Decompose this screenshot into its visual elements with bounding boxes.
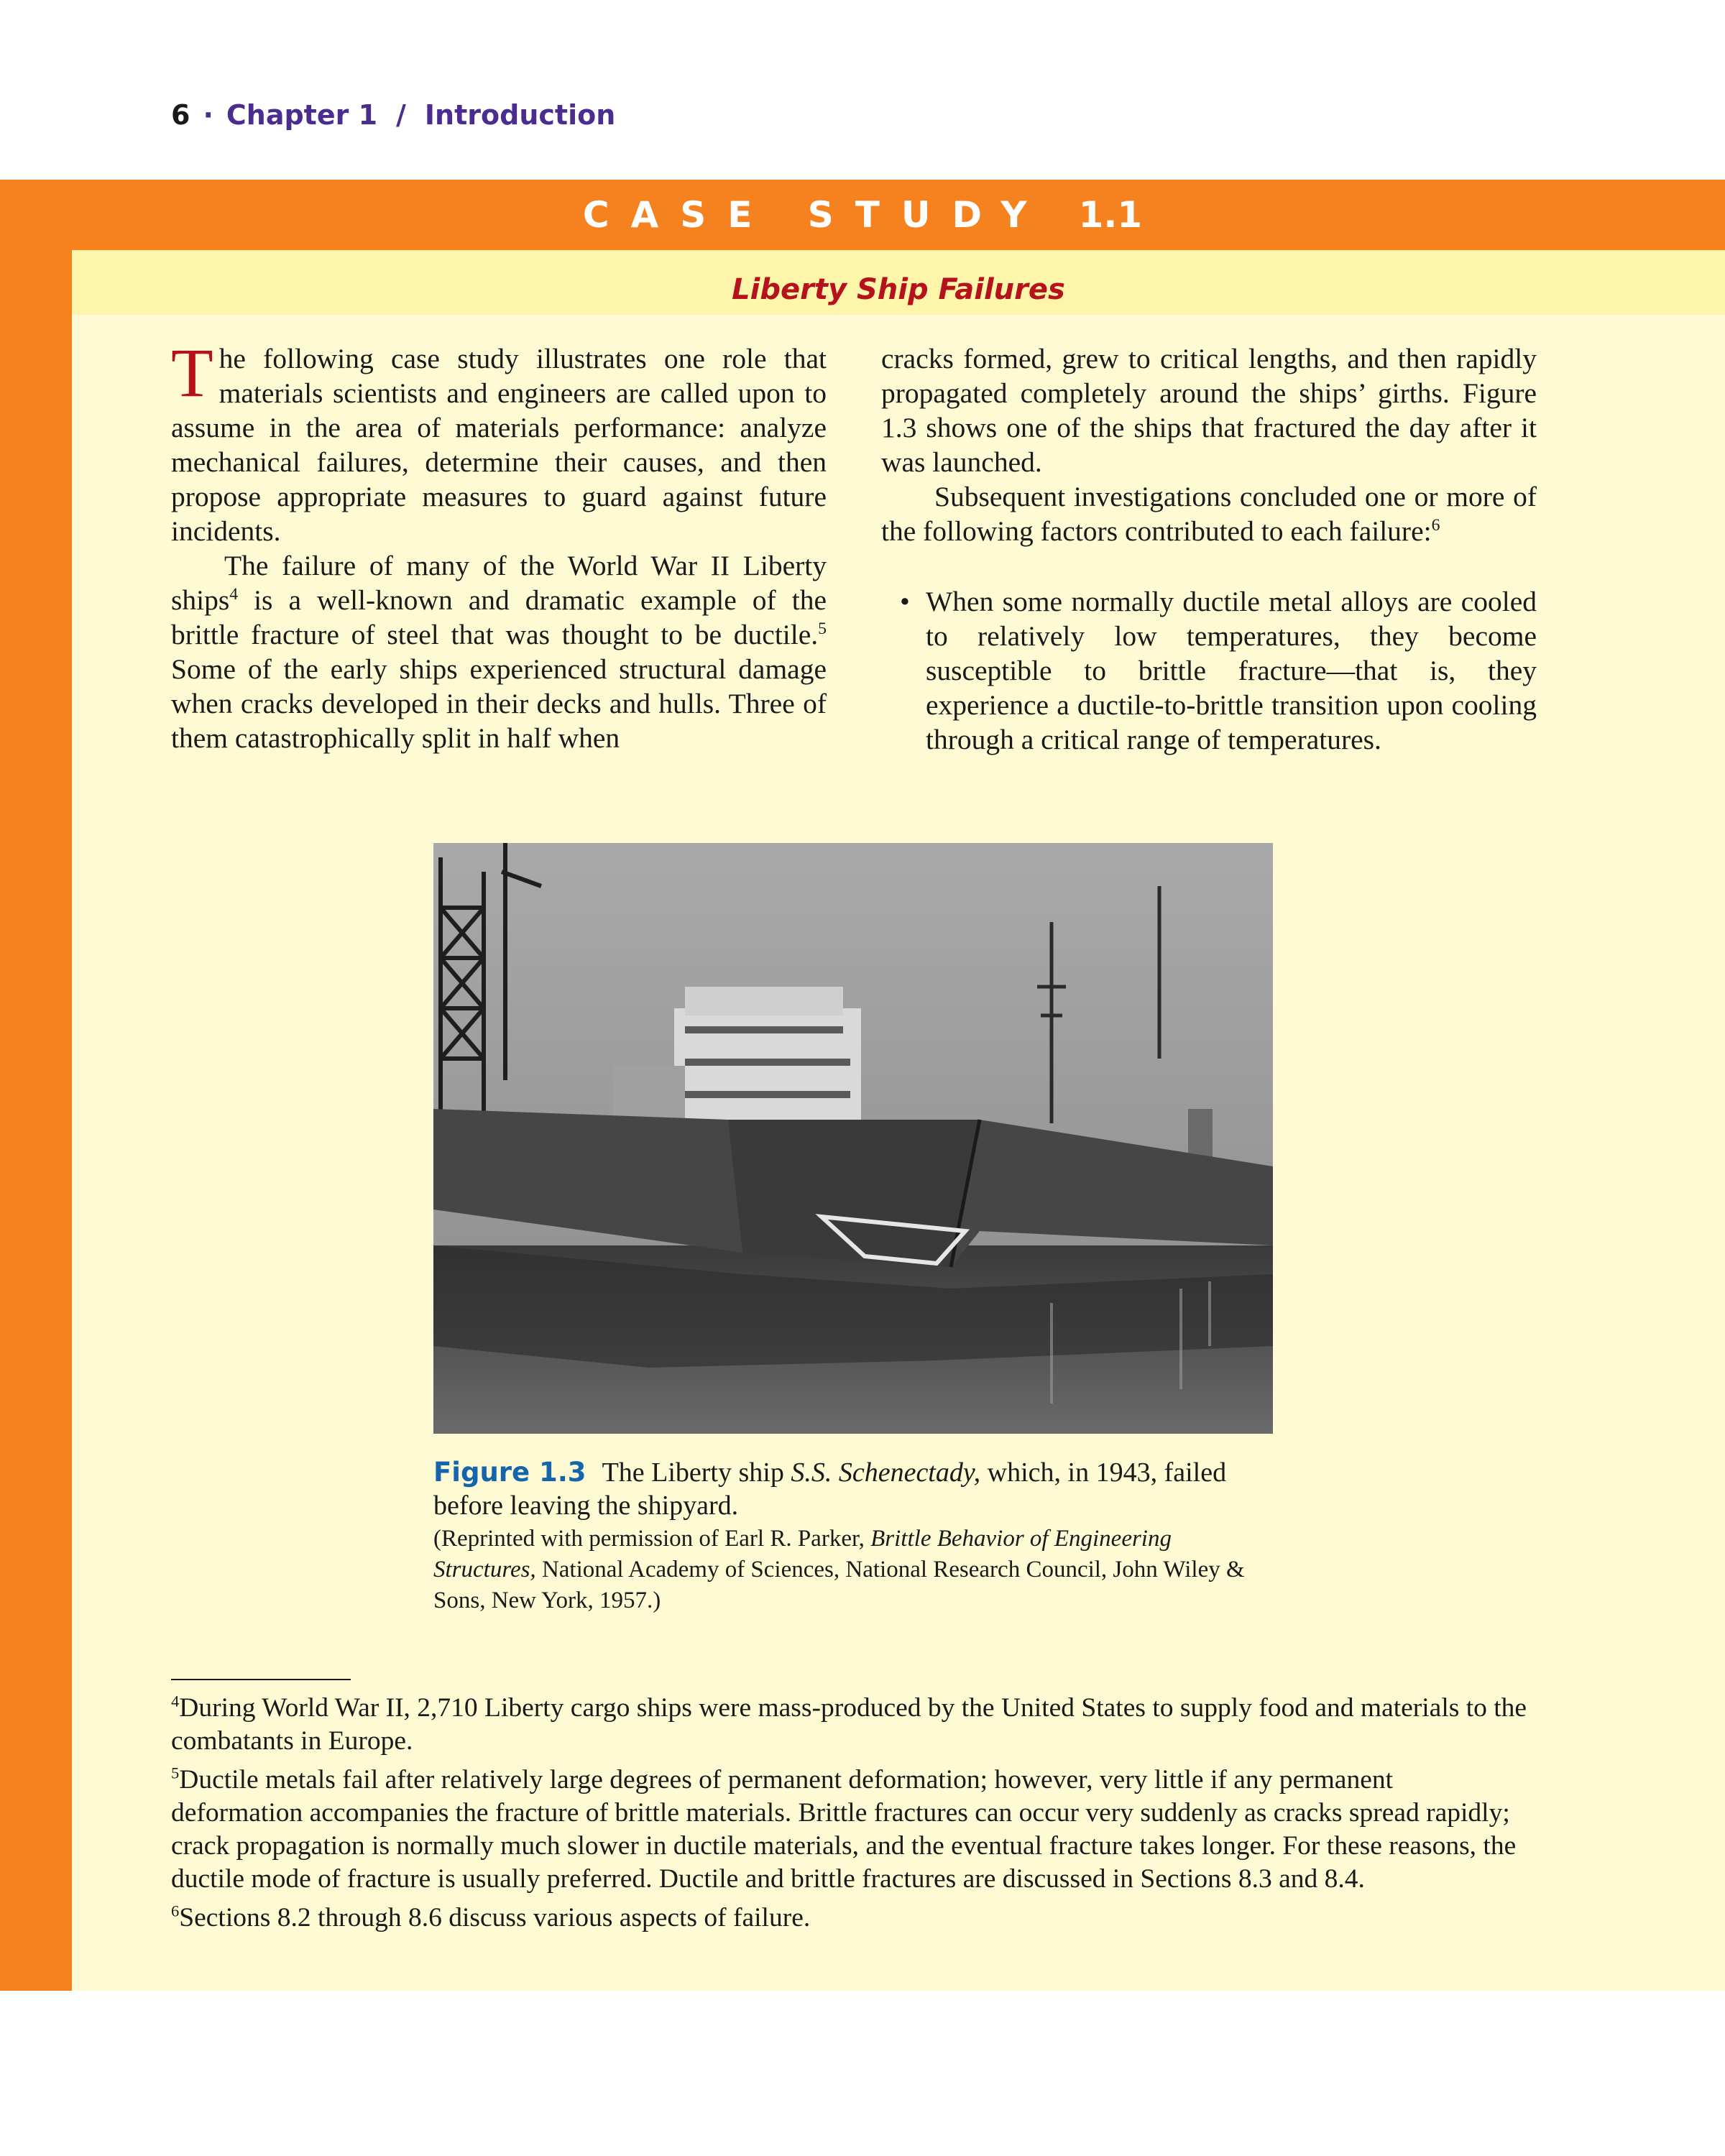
footnote-text: During World War II, 2,710 Liberty cargo ships were mass-produced by the United States to supply food and materials to the combatants in Europe. — [171, 1693, 1527, 1756]
caption-main — [433, 1456, 1267, 1522]
paragraph-2 — [171, 548, 827, 755]
ship-photo — [433, 843, 1273, 1434]
footnote-4 — [171, 1692, 1530, 1758]
bullet-icon: • — [900, 586, 910, 617]
ship-photo-icon — [433, 843, 1273, 1434]
factor-list — [881, 584, 1537, 757]
footnote-text: Ductile metals fail after relatively large degrees of permanent deformation; however, very little if any permanent deformation accompanies the fracture of brittle materials. Brittle fractures can occur very suddenly as cracks spread rapidly; crack propagation is normally much slower in ductile materials, and the eventual fracture takes longer. For these reasons, the ductile mode of fracture is usually preferred. Ductile and brittle fractures are discussed in Sections 8.3 and 8.4. — [171, 1765, 1517, 1894]
footnote-number: 5 — [171, 1764, 180, 1782]
paragraph-2-text-b: is a well-known and dramatic example of the brittle fracture of steel that was thought to be ductile. — [171, 584, 827, 650]
footnote-text: Sections 8.2 through 8.6 discuss various aspects of failure. — [179, 1903, 811, 1932]
text-column-right — [881, 341, 1537, 757]
paragraph-2-continued — [881, 341, 1537, 479]
separator-dot: · — [203, 99, 213, 131]
footnote-ref-5[interactable]: 5 — [818, 619, 827, 638]
list-item-text: When some normally ductile metal alloys are cooled to relatively low temperatures, they become susceptible to brittle fracture—that is, they experience a ductile-to-brittle transition upon cooling through a critical range of temperatures. — [926, 586, 1537, 755]
footnote-5 — [171, 1764, 1530, 1896]
page-number: 6 — [171, 99, 190, 131]
running-head — [171, 99, 615, 131]
figure-caption — [433, 1456, 1267, 1616]
case-study-label: CASE STUDY — [582, 194, 1049, 236]
footnote-number: 6 — [171, 1902, 180, 1920]
footnote-6 — [171, 1902, 1530, 1935]
text-column-left — [171, 334, 827, 755]
paragraph-3-text: Subsequent investigations concluded one or more of the following factors contributed to each failure: — [881, 481, 1537, 547]
separator-slash: / — [396, 99, 406, 131]
case-study-number: 1.1 — [1078, 194, 1143, 236]
footnotes — [171, 1692, 1530, 1940]
drop-cap: T — [171, 334, 213, 411]
footnote-ref-6[interactable]: 6 — [1431, 515, 1440, 535]
list-item — [881, 584, 1537, 757]
paragraph-2-text-c-right: cracks formed, grew to critical lengths, and then rapidly propagated completely around the ships’ girths. Figure 1.3 shows one of the ships that fractured the day after it was launched. — [881, 343, 1537, 478]
figure-label: Figure 1.3 — [433, 1457, 586, 1488]
case-study-title: Liberty Ship Failures — [732, 273, 1065, 306]
section-label: Introduction — [424, 99, 616, 131]
chapter-label: Chapter 1 — [226, 99, 378, 131]
caption-text-a: The Liberty ship — [602, 1457, 791, 1488]
footnote-rule — [171, 1679, 351, 1680]
credit-text-a: (Reprinted with permission of Earl R. Parker, — [433, 1526, 871, 1552]
case-study-heading — [0, 180, 1725, 250]
paragraph-2-text-c-left: Some of the early ships experienced structural damage when cracks developed in their decks and hulls. Three of them catastrophically split in half when — [171, 653, 827, 754]
credit-text-b: National Academy of Sciences, National Research Council, John Wiley & Sons, New York, 1957.) — [433, 1557, 1245, 1613]
paragraph-3 — [881, 479, 1537, 548]
figure-credit — [433, 1524, 1267, 1616]
footnote-number: 4 — [171, 1692, 180, 1710]
credit-book-title: Brittle Behavior of Engineering Structures, — [433, 1526, 1172, 1583]
paragraph-2-text-a: The failure of many of the World War II Liberty ships — [171, 550, 827, 616]
footnote-ref-4[interactable]: 4 — [229, 584, 239, 604]
paragraph-1-text: he following case study illustrates one role that materials scientists and engineers are called upon to assume in the area of materials performance: analyze mechanical failures, determine their causes, and then propose appropriate measures to guard against future incidents. — [171, 343, 827, 547]
caption-text-b: which, in 1943, failed before leaving the shipyard. — [433, 1457, 1227, 1521]
paragraph-1 — [171, 334, 827, 548]
ship-name: S.S. Schenectady, — [791, 1457, 981, 1488]
